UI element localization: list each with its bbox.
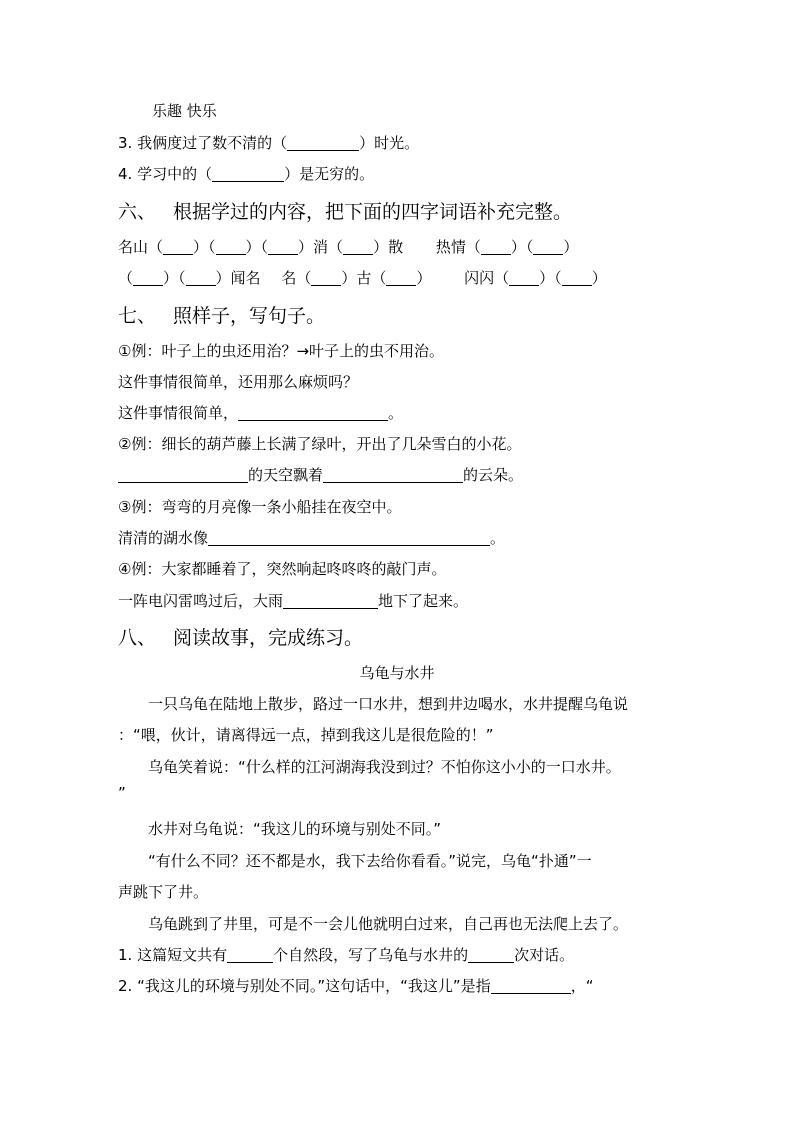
sentence-text: 地下了起来。 (378, 592, 469, 610)
story-paragraph-4-cont: 声跳下了井。 (118, 883, 209, 901)
answer-blank[interactable] (268, 238, 298, 255)
story-paragraph-5: 乌龟跳到了井里，可是不一会儿他就明白过来，自己再也无法爬上去了。 (148, 915, 629, 933)
sentence-text: 。 (490, 529, 506, 547)
section-7-heading (118, 304, 325, 328)
answer-blank[interactable] (562, 269, 592, 286)
idiom-text: 名（ (281, 269, 312, 287)
section-6-heading (118, 200, 572, 224)
answer-blank[interactable] (186, 269, 216, 286)
answer-blank[interactable] (287, 134, 359, 151)
answer-blank[interactable] (468, 946, 514, 963)
question-text: “我这儿的环境与别处不同。”这句话中，“我这儿”是指 (137, 977, 491, 995)
idiom-row-2 (118, 268, 607, 288)
sentence-text: 清清的湖水像 (118, 529, 209, 547)
question-number: 2. (118, 977, 133, 995)
question-number: 3. (118, 134, 133, 152)
idiom-text: ）（ (245, 238, 269, 256)
sentence-text: 这件事情很简单， (118, 404, 239, 422)
question-8-1 (118, 945, 574, 965)
section-number: 七、 (118, 305, 157, 327)
idiom-text: 闪闪（ (464, 269, 510, 287)
idiom-text: ） (591, 269, 607, 287)
example-3: ③例：弯弯的月亮像一条小船挂在夜空中。 (118, 498, 402, 516)
question-5-4 (118, 164, 374, 184)
word-bank: 乐趣 快乐 (152, 102, 217, 120)
question-text: 个自然段，写了乌龟与水井的 (273, 946, 469, 964)
answer-blank[interactable] (343, 238, 373, 255)
example-1-answer (118, 403, 403, 423)
story-paragraph-4: “有什么不同？还不都是水，我下去给你看看。”说完，乌龟“扑通”一 (148, 852, 592, 870)
section-8-heading (118, 626, 363, 650)
answer-blank[interactable] (208, 529, 490, 546)
section-number: 六、 (118, 201, 157, 223)
example-2: ②例：细长的葫芦藤上长满了绿叶，开出了几朵雪白的小花。 (118, 435, 522, 453)
answer-blank[interactable] (481, 238, 511, 255)
answer-blank[interactable] (212, 165, 284, 182)
sentence-text: 。 (388, 404, 404, 422)
idiom-text: ）古（ (341, 269, 387, 287)
section-title: 阅读故事，完成练习。 (173, 627, 364, 649)
answer-blank[interactable] (311, 269, 341, 286)
idiom-text: ）（ (510, 238, 534, 256)
idiom-text: 热情（ (435, 238, 481, 256)
question-number: 4. (118, 165, 133, 183)
example-1-question: 这件事情很简单，还用那么麻烦吗？ (118, 373, 359, 391)
story-paragraph-2-cont: ” (118, 784, 126, 802)
idiom-text: ）散 (373, 238, 404, 256)
question-8-2 (118, 976, 593, 996)
idiom-text: 名山（ (118, 238, 164, 256)
question-text: ）时光。 (359, 134, 420, 152)
idiom-text: （ (118, 269, 134, 287)
answer-blank[interactable] (491, 977, 571, 994)
section-title: 照样子，写句子。 (173, 305, 326, 327)
sentence-text: 一阵电闪雷鸣过后，大雨 (118, 592, 284, 610)
answer-blank[interactable] (283, 592, 378, 609)
question-number: 1. (118, 946, 133, 964)
idiom-text: ）（ (163, 269, 186, 287)
story-paragraph-2: 乌龟笑着说：“什么样的江河湖海我没到过？不怕你这小小的一口水井。 (148, 758, 621, 776)
question-text: 次对话。 (514, 946, 575, 964)
question-text: 学习中的（ (137, 165, 213, 183)
question-5-3 (118, 133, 419, 153)
idiom-text: ） (563, 238, 579, 256)
question-text: ）是无穷的。 (284, 165, 375, 183)
example-4-answer (118, 591, 468, 611)
question-text: ，“ (570, 977, 594, 995)
story-paragraph-1-cont: ：“喂，伙计，请离得远一点，掉到我这儿是很危险的！” (118, 726, 494, 744)
example-2-answer (118, 465, 523, 485)
story-title: 乌龟与水井 (359, 664, 435, 682)
sentence-text: 的天空飘着 (248, 466, 324, 484)
question-text: 这篇短文共有 (137, 946, 228, 964)
answer-blank[interactable] (227, 946, 273, 963)
answer-blank[interactable] (323, 466, 463, 483)
answer-blank[interactable] (533, 238, 563, 255)
story-paragraph-3: 水井对乌龟说：“我这儿的环境与别处不同。” (148, 820, 442, 838)
answer-blank[interactable] (386, 269, 416, 286)
example-3-answer (118, 528, 505, 548)
section-title: 根据学过的内容，把下面的四字词语补充完整。 (173, 201, 573, 223)
answer-blank[interactable] (216, 238, 246, 255)
idiom-text: ）闻名 (215, 269, 261, 287)
answer-blank[interactable] (133, 269, 163, 286)
idiom-row-1 (118, 237, 578, 257)
section-number: 八、 (118, 627, 157, 649)
sentence-text: 的云朵。 (463, 466, 524, 484)
example-1: ①例：叶子上的虫还用治？→叶子上的虫不用治。 (118, 342, 445, 360)
answer-blank[interactable] (238, 404, 388, 421)
idiom-text: ）（ (539, 269, 562, 287)
answer-blank[interactable] (509, 269, 539, 286)
question-text: 我俩度过了数不清的（ (137, 134, 288, 152)
example-4: ④例：大家都睡着了，突然响起咚咚咚的敲门声。 (118, 560, 447, 578)
idiom-text: ） (416, 269, 432, 287)
idiom-text: ）消（ (298, 238, 344, 256)
answer-blank[interactable] (118, 466, 248, 483)
answer-blank[interactable] (163, 238, 193, 255)
story-paragraph-1: 一只乌龟在陆地上散步，路过一口水井，想到井边喝水，水井提醒乌龟说 (148, 695, 629, 713)
idiom-text: ）（ (193, 238, 216, 256)
